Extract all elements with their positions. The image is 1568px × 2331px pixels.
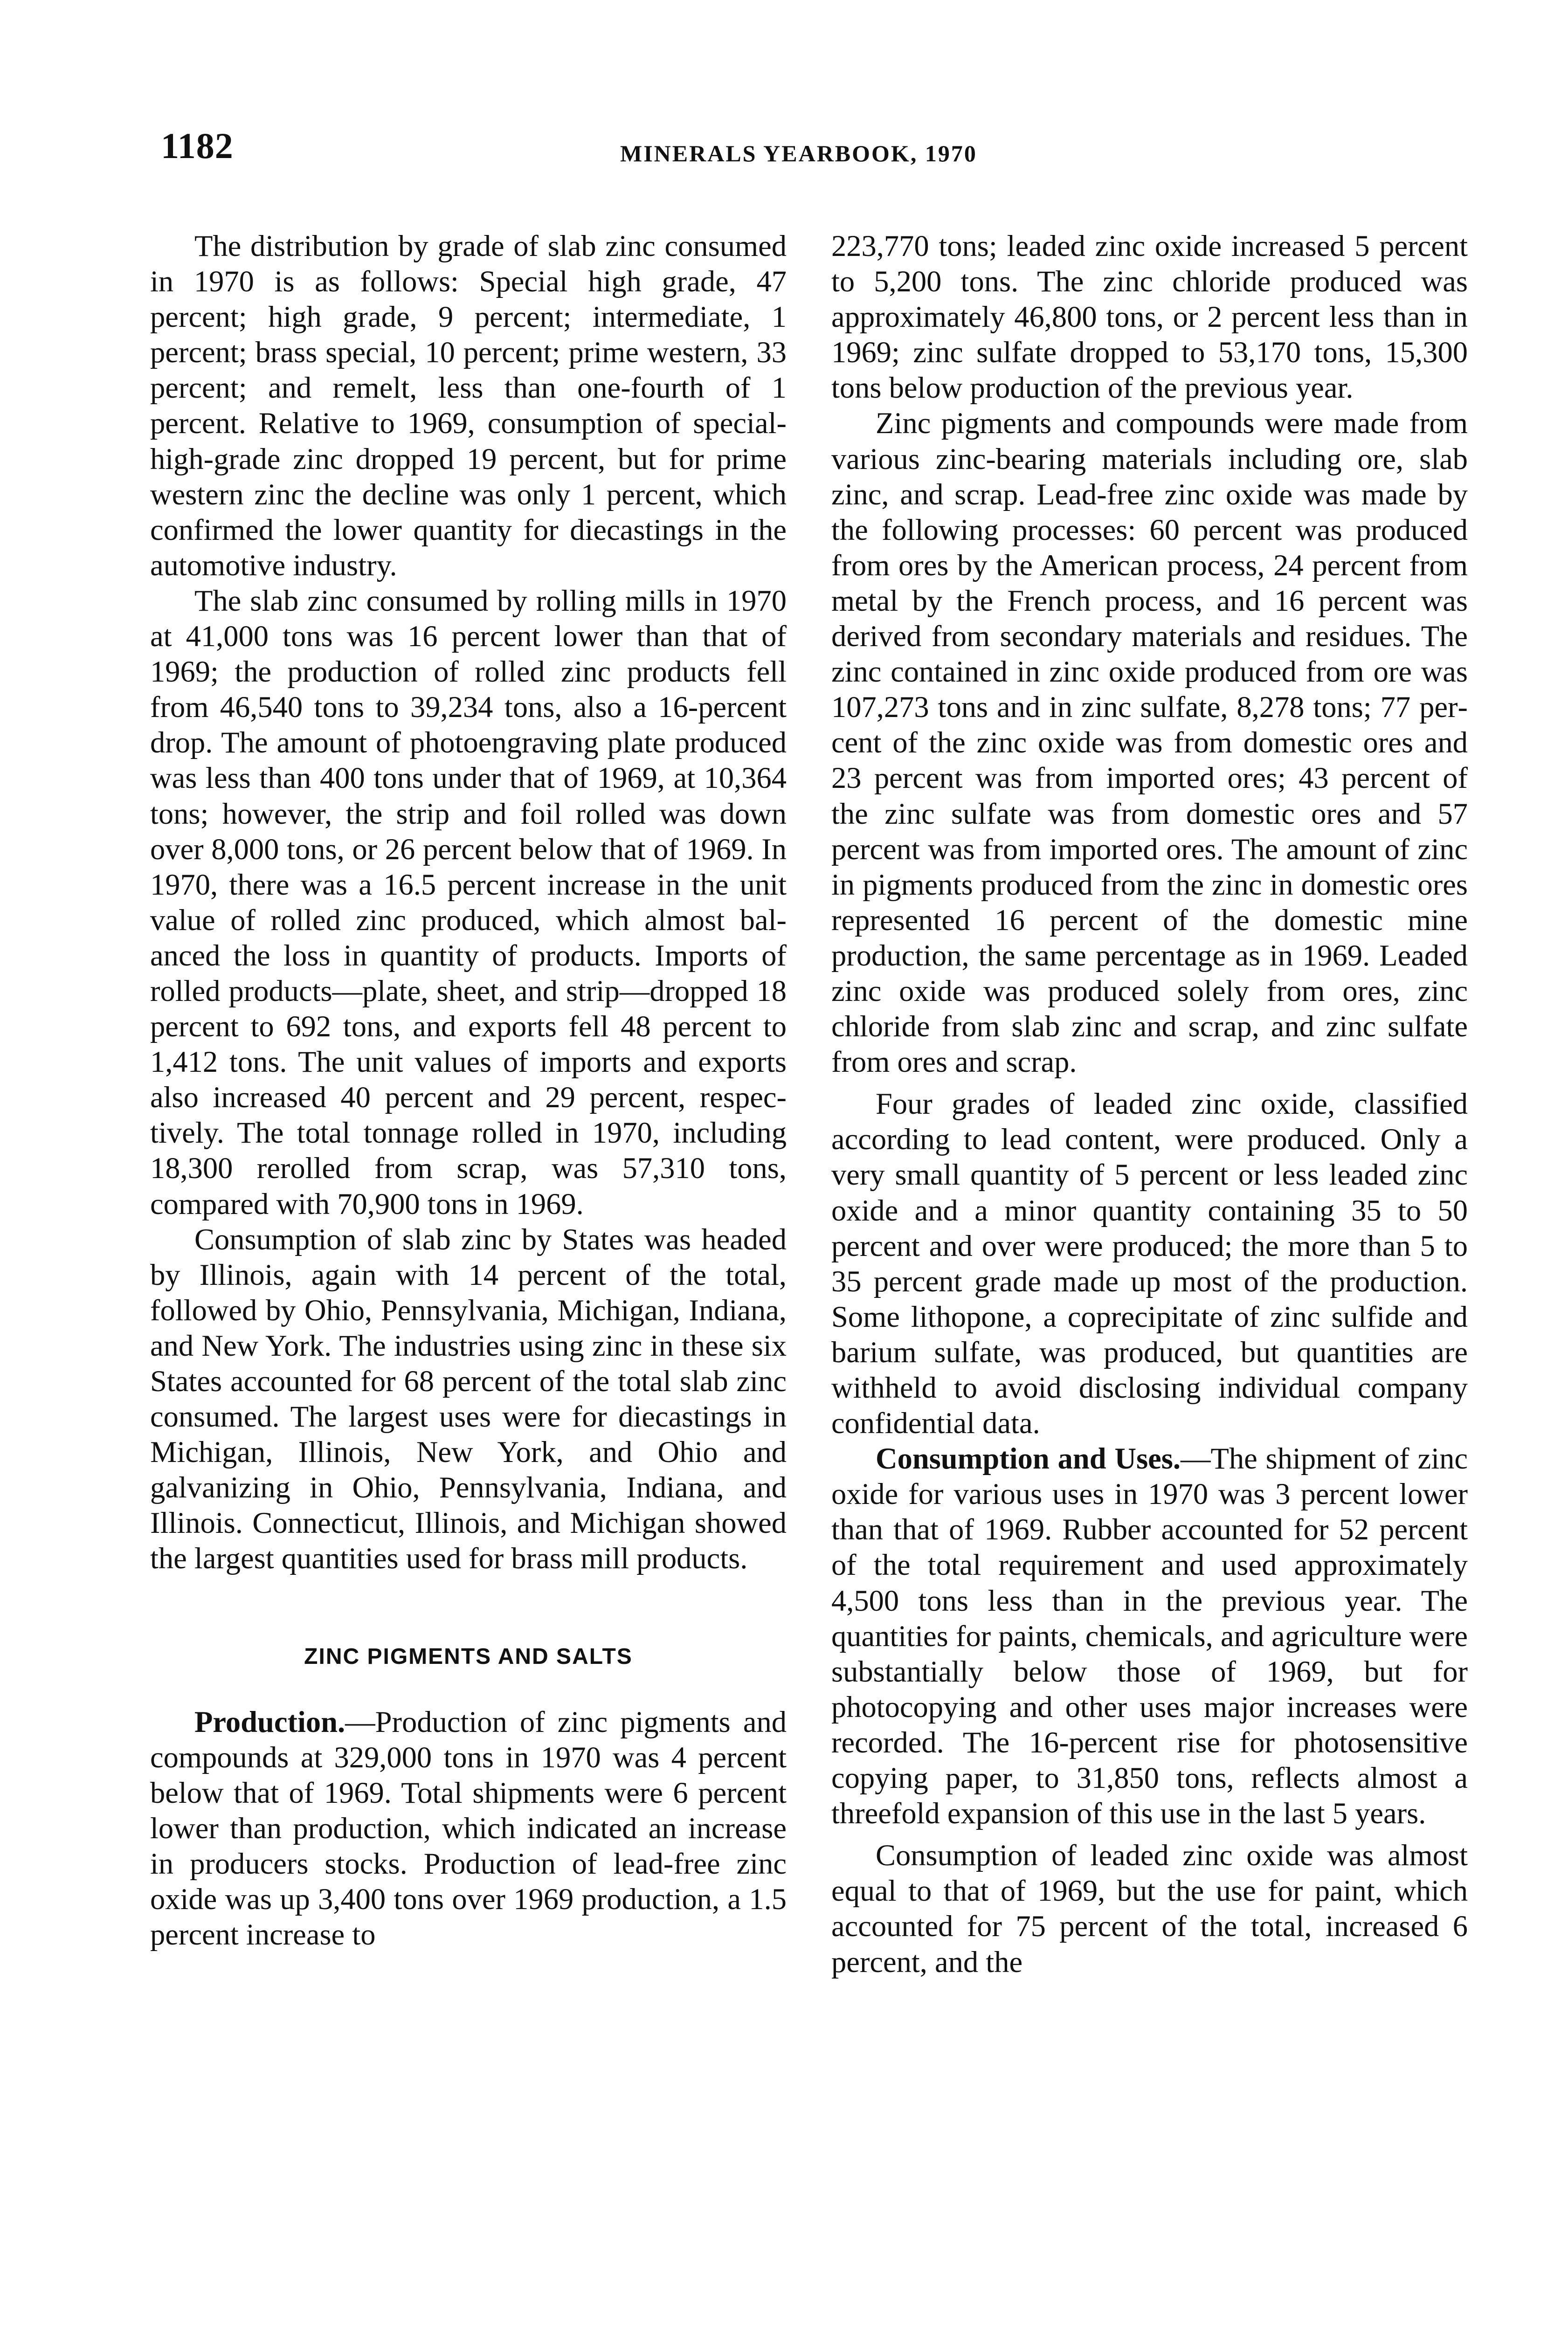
run-in-heading-production: Production. (194, 1705, 345, 1738)
paragraph-consumption-uses (831, 1441, 1468, 1831)
paragraph-consumption-text: —The shipment of zinc oxide for various uses in 1970 was 3 percent lower than that of 1969. Rubber accounted for 52 percent of the total requirement and used approximately 4,500 tons less than in the previous year. The quantities for paints, chemicals, and agriculture were substantially below those of 1969, but for photocopying and other uses major increases were recorded. The 16-percent rise for photosensitive copying paper, to 31,850 tons, reflects almost a threefold expansion of this use in the last 5 years. (831, 1442, 1468, 1830)
paragraph-production-text: —Production of zinc pigments and compounds at 329,000 tons in 1970 was 4 percent below that of 1969. Total shipments were 6 percent lower than production, which indicated an increase in producers stocks. Production of lead-free zinc oxide was up 3,400 tons over 1969 production, a 1.5 percent increase to (150, 1705, 787, 1952)
section-heading: ZINC PIGMENTS AND SALTS (304, 1644, 633, 1669)
paragraph-grade-distribution: The distribution by grade of slab zinc consumed in 1970 is as follows: Special high grade, 47 percent; high grade, 9 percent; intermediate, 1 percent; brass special, 10 percent; prime western, 33 percent; and remelt, less than one-fourth of 1 percent. Relative to 1969, consumption of special-high-grade zinc dropped 19 percent, but for prime western zinc the decline was only 1 percent, which confirmed the lower quantity for diecastings in the automotive industry. (150, 229, 787, 582)
paragraph-materials-processes: Zinc pigments and compounds were made from various zinc-bearing materials including ore, slab zinc, and scrap. Lead-free zinc oxide was made by the following processes: 60 percent was produced from ores by the American process, 24 percent from metal by the French process, and 16 percent was derived from secondary materials and residues. The zinc contained in zinc oxide produced from ore was 107,273 tons and in zinc sulfate, 8,278 tons; 77 percent of the zinc oxide was from domestic ores and 23 percent was from imported ores; 43 percent of the zinc sulfate was from domestic ores and 57 percent was from imported ores. The amount of zinc in pigments produced from the zinc in domestic ores represented 16 percent of the domestic mine production, the same percentage as in 1969. Leaded zinc oxide was produced solely from ores, zinc chloride from slab zinc and scrap, and zinc sulfate from ores and scrap. (831, 407, 1468, 1079)
paragraph-leaded-grades: Four grades of leaded zinc oxide, classified according to lead content, were produced. Only a very small quantity of 5 percent or less leaded zinc oxide and a minor quantity containing 35 to 50 percent and over were produced; the more than 5 to 35 percent grade made up most of the production. Some lithopone, a coprecipitate of zinc sulfide and barium sulfate, was produced, but quantities are withheld to avoid disclosing individual company confidential data. (831, 1087, 1468, 1440)
running-title: MINERALS YEARBOOK, 1970 (620, 140, 977, 166)
paragraph-production (150, 1704, 787, 1953)
paragraph-production-continued: 223,770 tons; leaded zinc oxide increased 5 percent to 5,200 tons. The zinc chloride produced was approximately 46,800 tons, or 2 percent less than in 1969; zinc sulfate dropped to 53,170 tons, 15,300 tons below production of the previous year. (831, 229, 1468, 405)
page-number: 1182 (161, 125, 234, 166)
left-column (150, 228, 787, 1952)
run-in-heading-consumption: Consumption and Uses. (876, 1442, 1181, 1476)
paragraph-consumption-by-state: Consumption of slab zinc by States was headed by Illinois, again with 14 percent of the total, followed by Ohio, Pennsylvania, Michigan, Indiana, and New York. The industries using zinc in these six States accounted for 68 percent of the total slab zinc consumed. The largest uses were for diecastings in Michigan, Illinois, New York, and Ohio and galvanizing in Ohio, Pennsylvania, Indiana, and Illinois. Connecticut, Illinois, and Michigan showed the largest quantities used for brass mill products. (150, 1222, 787, 1575)
paragraph-rolling-mills: The slab zinc consumed by rolling mills in 1970 at 41,000 tons was 16 percent lower than that of 1969; the production of rolled zinc products fell from 46,540 tons to 39,234 tons, also a 16-percent drop. The amount of photoengraving plate produced was less than 400 tons under that of 1969, at 10,364 tons; however, the strip and foil rolled was down over 8,000 tons, or 26 percent below that of 1969. In 1970, there was a 16.5 percent increase in the unit value of rolled zinc produced, which almost balanced the loss in quantity of products. Imports of rolled products—plate, sheet, and strip—dropped 18 percent to 692 tons, and exports fell 48 percent to 1,412 tons. The unit values of imports and exports also increased 40 percent and 29 percent, respectively. The total tonnage rolled in 1970, including 18,300 rerolled from scrap, was 57,310 tons, compared with 70,900 tons in 1969. (150, 584, 787, 1221)
paragraph-leaded-consumption: Consumption of leaded zinc oxide was almost equal to that of 1969, but the use for paint, which accounted for 75 percent of the total, increased 6 percent, and the (831, 1839, 1468, 1979)
right-column (831, 228, 1468, 1980)
